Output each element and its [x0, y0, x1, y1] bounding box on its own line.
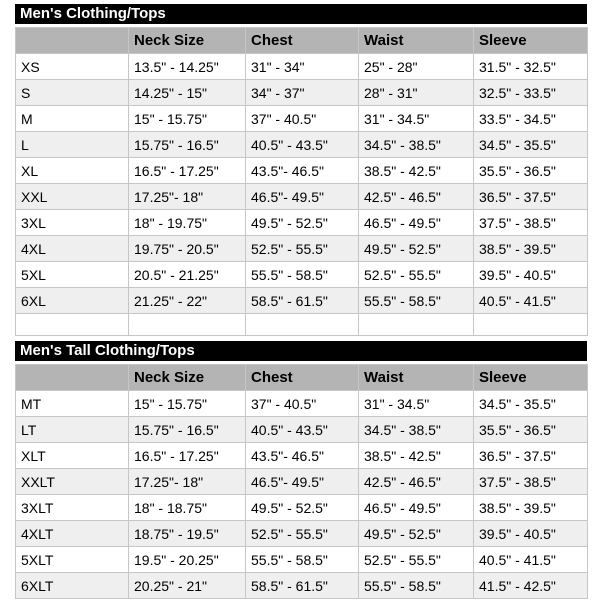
- measurement-cell: 41.5" - 42.5": [474, 573, 588, 599]
- measurement-cell: 58.5" - 61.5": [246, 573, 359, 599]
- measurement-cell: 52.5" - 55.5": [246, 236, 359, 262]
- measurement-cell: 55.5" - 58.5": [246, 262, 359, 288]
- measurement-cell: 40.5" - 41.5": [474, 547, 588, 573]
- measurement-cell: 19.75" - 20.5": [129, 236, 246, 262]
- column-header: [16, 365, 129, 391]
- measurement-cell: 15.75" - 16.5": [129, 417, 246, 443]
- measurement-cell: 31.5" - 32.5": [474, 54, 588, 80]
- table-row: [16, 573, 588, 599]
- measurement-cell: 39.5" - 40.5": [474, 521, 588, 547]
- size-label-cell: XL: [16, 158, 129, 184]
- table-row: [16, 262, 588, 288]
- measurement-cell: 17.25"- 18": [129, 469, 246, 495]
- measurement-cell: 49.5" - 52.5": [359, 236, 474, 262]
- size-label-cell: XXL: [16, 184, 129, 210]
- measurement-cell: 46.5"- 49.5": [246, 184, 359, 210]
- measurement-cell: 31" - 34.5": [359, 106, 474, 132]
- measurement-cell: 42.5" - 46.5": [359, 469, 474, 495]
- size-label-cell: 3XLT: [16, 495, 129, 521]
- size-label-cell: [16, 314, 129, 336]
- table-row: [16, 521, 588, 547]
- measurement-cell: 49.5" - 52.5": [246, 210, 359, 236]
- measurement-cell: 46.5"- 49.5": [246, 469, 359, 495]
- size-label-cell: MT: [16, 391, 129, 417]
- measurement-cell: 20.25" - 21": [129, 573, 246, 599]
- measurement-cell: 35.5" - 36.5": [474, 158, 588, 184]
- table-row: [16, 547, 588, 573]
- measurement-cell: [246, 314, 359, 336]
- measurement-cell: [474, 314, 588, 336]
- column-header: Waist: [359, 365, 474, 391]
- measurement-cell: 15" - 15.75": [129, 106, 246, 132]
- measurement-cell: 25" - 28": [359, 54, 474, 80]
- table-row: [16, 391, 588, 417]
- measurement-cell: 33.5" - 34.5": [474, 106, 588, 132]
- measurement-cell: 38.5" - 42.5": [359, 443, 474, 469]
- measurement-cell: 46.5" - 49.5": [359, 210, 474, 236]
- measurement-cell: 17.25"- 18": [129, 184, 246, 210]
- column-header: Neck Size: [129, 28, 246, 54]
- header-row: [16, 365, 588, 391]
- mens-tall-tops-title-bar: Men's Tall Clothing/Tops: [15, 341, 587, 361]
- mens-tall-tops-table: [15, 364, 588, 599]
- size-label-cell: 3XL: [16, 210, 129, 236]
- measurement-cell: 43.5"- 46.5": [246, 443, 359, 469]
- table-row: [16, 184, 588, 210]
- column-header: Sleeve: [474, 28, 588, 54]
- column-header: Sleeve: [474, 365, 588, 391]
- measurement-cell: 36.5" - 37.5": [474, 443, 588, 469]
- size-label-cell: XS: [16, 54, 129, 80]
- table-row: [16, 80, 588, 106]
- table-row: [16, 210, 588, 236]
- measurement-cell: 58.5" - 61.5": [246, 288, 359, 314]
- measurement-cell: 40.5" - 41.5": [474, 288, 588, 314]
- table-row: [16, 314, 588, 336]
- table-row: [16, 132, 588, 158]
- measurement-cell: 15" - 15.75": [129, 391, 246, 417]
- measurement-cell: 43.5"- 46.5": [246, 158, 359, 184]
- size-label-cell: 6XLT: [16, 573, 129, 599]
- header-row: [16, 28, 588, 54]
- measurement-cell: 15.75" - 16.5": [129, 132, 246, 158]
- measurement-cell: 42.5" - 46.5": [359, 184, 474, 210]
- measurement-cell: 31" - 34.5": [359, 391, 474, 417]
- measurement-cell: 38.5" - 39.5": [474, 236, 588, 262]
- measurement-cell: 46.5" - 49.5": [359, 495, 474, 521]
- column-header: Neck Size: [129, 365, 246, 391]
- table-row: [16, 443, 588, 469]
- size-label-cell: 5XLT: [16, 547, 129, 573]
- measurement-cell: 13.5" - 14.25": [129, 54, 246, 80]
- table-row: [16, 236, 588, 262]
- measurement-cell: 18" - 18.75": [129, 495, 246, 521]
- column-header: [16, 28, 129, 54]
- measurement-cell: 39.5" - 40.5": [474, 262, 588, 288]
- measurement-cell: 52.5" - 55.5": [359, 547, 474, 573]
- measurement-cell: 18.75" - 19.5": [129, 521, 246, 547]
- size-label-cell: 4XL: [16, 236, 129, 262]
- measurement-cell: [359, 314, 474, 336]
- measurement-cell: 38.5" - 39.5": [474, 495, 588, 521]
- measurement-cell: 52.5" - 55.5": [359, 262, 474, 288]
- measurement-cell: 40.5" - 43.5": [246, 132, 359, 158]
- mens-tall-tops-section: [15, 341, 600, 599]
- table-row: [16, 495, 588, 521]
- measurement-cell: 34.5" - 35.5": [474, 132, 588, 158]
- measurement-cell: 40.5" - 43.5": [246, 417, 359, 443]
- measurement-cell: 55.5" - 58.5": [359, 573, 474, 599]
- size-label-cell: 5XL: [16, 262, 129, 288]
- measurement-cell: 37.5" - 38.5": [474, 210, 588, 236]
- table-row: [16, 106, 588, 132]
- table-row: [16, 417, 588, 443]
- measurement-cell: 16.5" - 17.25": [129, 158, 246, 184]
- measurement-cell: 20.5" - 21.25": [129, 262, 246, 288]
- size-label-cell: S: [16, 80, 129, 106]
- table-row: [16, 469, 588, 495]
- column-header: Chest: [246, 28, 359, 54]
- mens-tops-section: [15, 4, 600, 336]
- measurement-cell: 14.25" - 15": [129, 80, 246, 106]
- mens-tops-title-bar: Men's Clothing/Tops: [15, 4, 587, 24]
- measurement-cell: 35.5" - 36.5": [474, 417, 588, 443]
- measurement-cell: 37.5" - 38.5": [474, 469, 588, 495]
- mens-tops-table: [15, 27, 588, 336]
- measurement-cell: 55.5" - 58.5": [359, 288, 474, 314]
- measurement-cell: 34.5" - 38.5": [359, 132, 474, 158]
- size-label-cell: 6XL: [16, 288, 129, 314]
- measurement-cell: [129, 314, 246, 336]
- measurement-cell: 28" - 31": [359, 80, 474, 106]
- size-label-cell: 4XLT: [16, 521, 129, 547]
- measurement-cell: 32.5" - 33.5": [474, 80, 588, 106]
- size-label-cell: L: [16, 132, 129, 158]
- measurement-cell: 55.5" - 58.5": [246, 547, 359, 573]
- measurement-cell: 37" - 40.5": [246, 391, 359, 417]
- column-header: Waist: [359, 28, 474, 54]
- size-label-cell: LT: [16, 417, 129, 443]
- measurement-cell: 49.5" - 52.5": [359, 521, 474, 547]
- measurement-cell: 49.5" - 52.5": [246, 495, 359, 521]
- measurement-cell: 36.5" - 37.5": [474, 184, 588, 210]
- size-label-cell: XLT: [16, 443, 129, 469]
- measurement-cell: 16.5" - 17.25": [129, 443, 246, 469]
- measurement-cell: 34" - 37": [246, 80, 359, 106]
- table-row: [16, 288, 588, 314]
- table-row: [16, 54, 588, 80]
- measurement-cell: 34.5" - 38.5": [359, 417, 474, 443]
- measurement-cell: 37" - 40.5": [246, 106, 359, 132]
- column-header: Chest: [246, 365, 359, 391]
- size-label-cell: M: [16, 106, 129, 132]
- measurement-cell: 38.5" - 42.5": [359, 158, 474, 184]
- measurement-cell: 31" - 34": [246, 54, 359, 80]
- measurement-cell: 52.5" - 55.5": [246, 521, 359, 547]
- measurement-cell: 18" - 19.75": [129, 210, 246, 236]
- measurement-cell: 21.25" - 22": [129, 288, 246, 314]
- measurement-cell: 19.5" - 20.25": [129, 547, 246, 573]
- table-row: [16, 158, 588, 184]
- measurement-cell: 34.5" - 35.5": [474, 391, 588, 417]
- size-label-cell: XXLT: [16, 469, 129, 495]
